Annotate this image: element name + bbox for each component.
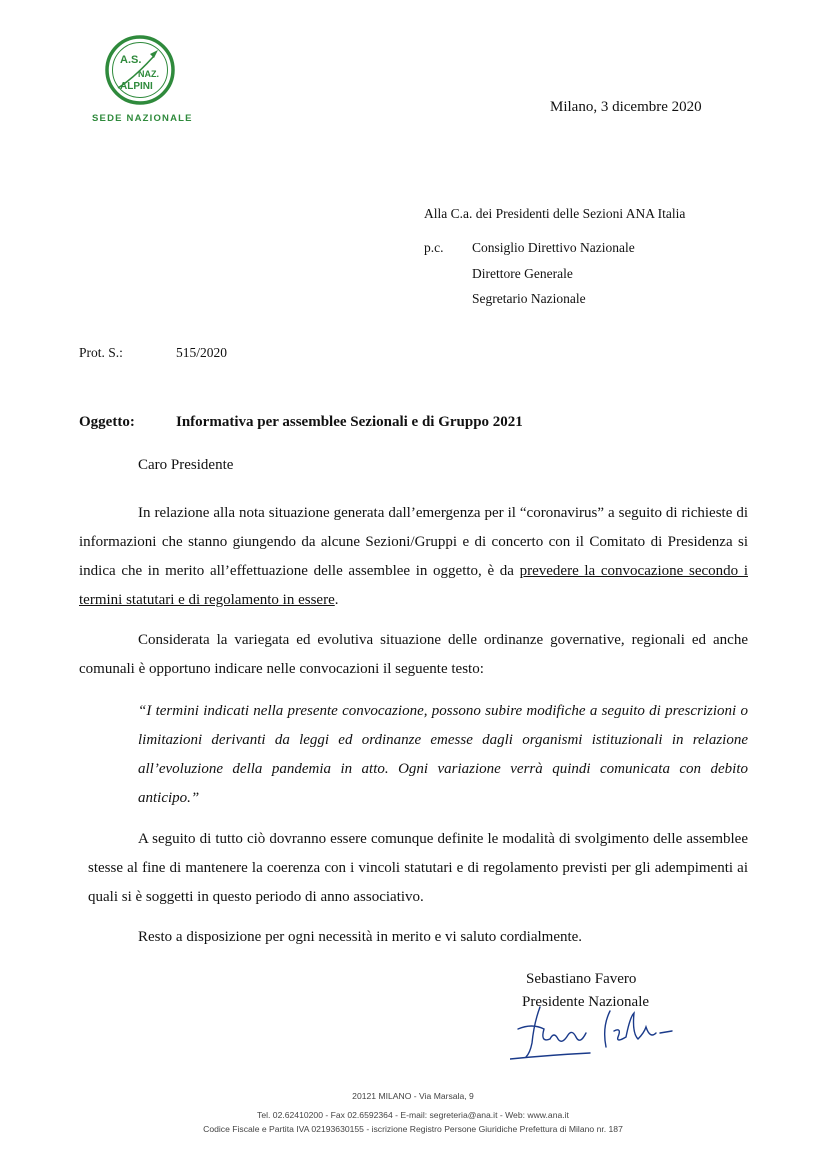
footer-address: 20121 MILANO - Via Marsala, 9: [352, 1091, 474, 1101]
salutation: Caro Presidente: [138, 457, 234, 473]
closing-line: Resto a disposizione per ogni necessità in merito e vi saluto cordialmente.: [138, 929, 583, 945]
signatory-name: Sebastiano Favero: [526, 971, 637, 987]
ana-logo: [104, 34, 176, 106]
logo-caption: SEDE NAZIONALE: [92, 113, 193, 124]
cc-recipient: Consiglio Direttivo Nazionale: [472, 240, 635, 255]
paragraph-end: .: [334, 592, 339, 608]
body-paragraph-1: [79, 499, 748, 615]
svg-text:A.S.: A.S.: [120, 54, 142, 66]
cc-recipient: Segretario Nazionale: [472, 291, 586, 306]
footer-contacts: Tel. 02.62410200 - Fax 02.6592364 - E-mail: segreteria@ana.it - Web: www.ana.it: [257, 1110, 569, 1120]
cc-recipient: Direttore Generale: [472, 266, 573, 281]
subject-text: Informativa per assemblee Sezionali e di Gruppo 2021: [176, 414, 523, 430]
body-paragraph-2: Considerata la variegata ed evolutiva situazione delle ordinanze governative, regionali ed anche comunali è opportuno indicare nelle convocazioni il seguente testo:: [79, 632, 748, 677]
signatory-title: Presidente Nazionale: [522, 994, 650, 1010]
quoted-text: “I termini indicati nella presente convocazione, possono subire modifiche a seguito di prescrizioni o limitazioni derivanti da leggi ed ordinanze emesse dagli organismi istituzionali in relazione all’evoluzione della pandemia in atto. Ogni variazione verrà quindi comunicata con debito anticipo.”: [138, 703, 748, 806]
protocol-label: Prot. S.:: [79, 345, 123, 360]
cc-label: p.c.: [424, 240, 444, 255]
paragraph-text: In relazione alla nota situazione generata dall’emergenza per il “coronavirus” a seguito di richieste di informazioni che stanno giungendo da alcune Sezioni/Gruppi e di concerto con il Comitato di Presidenza si indica che in merito all’effettuazione delle assemblee in oggetto, è da: [79, 505, 748, 579]
handwritten-signature: [510, 1003, 680, 1061]
addressee-main: Alla C.a. dei Presidenti delle Sezioni ANA Italia: [424, 206, 686, 221]
date-line: Milano, 3 dicembre 2020: [550, 99, 702, 115]
svg-text:NAZ.: NAZ.: [138, 69, 159, 79]
svg-text:ALPINI: ALPINI: [120, 81, 153, 92]
footer-legal: Codice Fiscale e Partita IVA 02193630155 - iscrizione Registro Persone Giuridiche Prefettura di Milano nr. 187: [203, 1124, 623, 1134]
underlined-text: prevedere la convocazione secondo i termini statutari e di regolamento in essere: [79, 563, 748, 608]
body-paragraph-3: A seguito di tutto ciò dovranno essere comunque definite le modalità di svolgimento delle assemblee stesse al fine di mantenere la coerenza con i vincoli statutari e di regolamento previsti per gli adempimenti ai quali si è soggetti in questo periodo di anno associativo.: [88, 831, 748, 905]
protocol-number: 515/2020: [176, 345, 228, 360]
subject-label: Oggetto:: [79, 414, 135, 430]
